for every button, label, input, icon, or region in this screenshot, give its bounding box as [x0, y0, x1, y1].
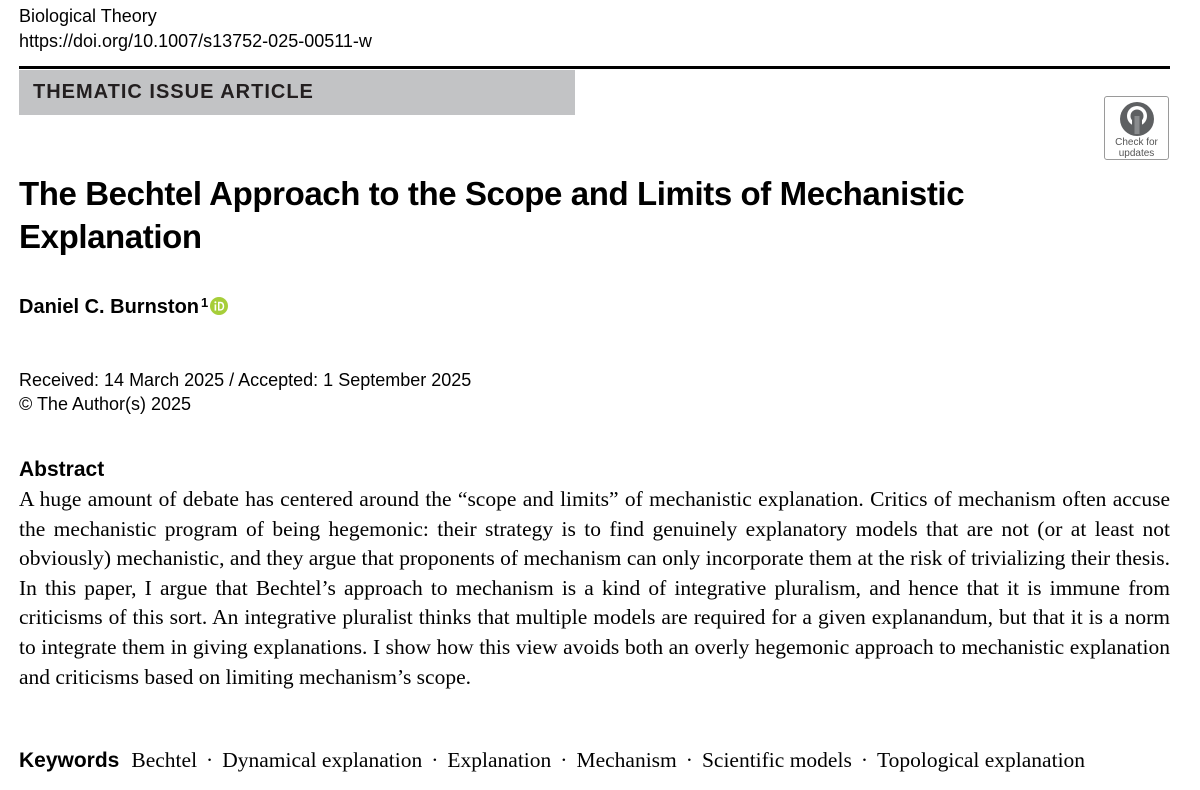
article-type-label: THEMATIC ISSUE ARTICLE [33, 81, 314, 103]
keyword: Bechtel [131, 748, 198, 772]
orcid-icon[interactable] [210, 297, 228, 315]
publication-dates [19, 368, 471, 416]
keyword-separator: · [685, 748, 693, 772]
keyword-separator: · [860, 748, 868, 772]
keywords-label: Keywords [19, 749, 120, 772]
check-updates-line2: updates [1118, 148, 1155, 159]
abstract-heading: Abstract [19, 458, 105, 481]
keyword-separator: · [206, 748, 214, 772]
keyword: Scientific models [701, 748, 852, 772]
keyword-separator: · [431, 748, 439, 772]
keywords-row [19, 748, 1085, 773]
keywords-list [131, 748, 1085, 773]
author-name[interactable]: Daniel C. Burnston [19, 296, 200, 318]
doi-link[interactable]: https://doi.org/10.1007/s13752-025-00511-w [19, 31, 372, 51]
keyword-separator: · [560, 748, 568, 772]
article-title: The Bechtel Approach to the Scope and Limits of Mechanistic Explanation [19, 175, 965, 255]
journal-name: Biological Theory [19, 6, 157, 26]
keyword: Dynamical explanation [222, 748, 423, 772]
check-for-updates-button[interactable] [1104, 96, 1169, 160]
check-updates-line1: Check for [1115, 137, 1158, 148]
crossmark-icon [1119, 101, 1155, 137]
article-type-banner [19, 70, 575, 115]
copyright: © The Author(s) 2025 [19, 394, 192, 414]
header-rule [19, 66, 1170, 69]
keyword: Mechanism [576, 748, 677, 772]
received-accepted: Received: 14 March 2025 / Accepted: 1 September 2025 [19, 370, 472, 390]
keyword: Topological explanation [876, 748, 1086, 772]
author-line [19, 296, 228, 319]
affiliation-marker: 1 [201, 295, 209, 310]
keyword: Explanation [447, 748, 552, 772]
abstract-text: A huge amount of debate has centered around the “scope and limits” of mechanistic explanation. Critics of mechanism often accuse the mechanistic program of being hegemonic: their strategy is to find genuinely explanatory models that are not (or at least not obviously) mechanistic, and they argue that proponents of mechanism can only incorporate them at the risk of trivializing their thesis. In this paper, I argue that Bechtel’s approach to mechanism is a kind of integrative pluralism, and hence that it is immune from criticisms of this sort. An integrative pluralist thinks that multiple models are required for a given explanandum, but that it is a norm to integrate them in giving explanations. I show how this view avoids both an overly hegemonic approach to mechanistic explanation and criticisms based on limiting mechanism’s scope. [19, 487, 1170, 689]
